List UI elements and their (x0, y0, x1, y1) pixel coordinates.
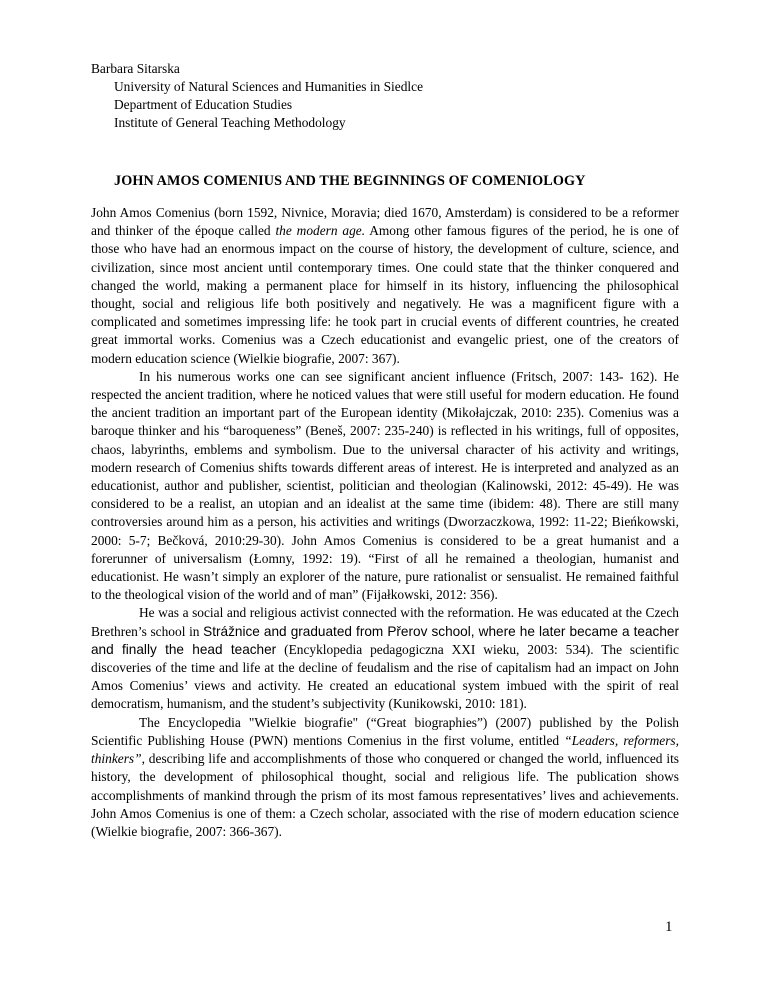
paragraph-3-text-b: (Encyklopedia pedagogiczna XXI wieku, 2003: 534). The scientific discoveries of the time and life at the decline of feudalism and the rise of capitalism had an impact on John Amos Comenius’ views and activity. He created an educational system imbued with the spirit of real democratism, humanism, and the student’s subjectivity (Kunikowski, 2010: 181). (91, 641, 679, 712)
paragraph-1-text-b: Among other famous figures of the period, he is one of those who have had an enormous impact on the course of history, the development of culture, science, and civilization, since most ancient until contemporary times. One could state that the thinker conquered and changed the world, making a permanent place for himself in its history, influencing the philosophical thought, social and religious life both positively and negatively. He was a magnificent figure with a complicated and sometimes impressing life: he took part in crucial events of different countries, he created great immortal works. Comenius was a Czech educationist and evangelic priest, one of the creators of modern education science (Wielkie biografie, 2007: 367). (91, 223, 679, 366)
paragraph-1 (91, 204, 679, 368)
paragraph-4 (91, 714, 679, 841)
article-title: JOHN AMOS COMENIUS AND THE BEGINNINGS OF COMENIOLOGY (114, 173, 586, 189)
paragraph-3-sans-text: Strážnice and graduated from Přerov school, where he later became a teacher and finally the head teacher (91, 623, 679, 657)
paragraph-1-emphasis: the modern age. (275, 223, 366, 239)
paragraph-4-emphasis: “Leaders, reformers, thinkers” (91, 732, 679, 767)
paragraph-3 (91, 604, 679, 713)
affiliation-institute: Institute of General Teaching Methodology (114, 115, 346, 130)
author-block (91, 60, 691, 132)
paragraph-3-text-a: He was a social and religious activist connected with the reformation. He was educated at the Czech Brethren’s school in (91, 605, 679, 639)
author-name: Barbara Sitarska (91, 61, 180, 76)
page-number: 1 (665, 919, 673, 935)
paragraph-4-text-a: The Encyclopedia "Wielkie biografie" (“Great biographies”) (2007) published by the Polish Scientific Publishing House (PWN) mentions Comenius in the first volume, entitled (91, 714, 679, 748)
paragraph-2: In his numerous works one can see significant ancient influence (Fritsch, 2007: 143- 162). He respected the ancient tradition, where he noticed values that were still useful for modern education. He found the ancient tradition an important part of the European identity (Mikołajczak, 2010: 235). Comenius was a baroque thinker and his “baroqueness” (Beneš, 2007: 235-240) is reflected in his writings, full of opposites, chaos, labyrinths, emblems and symbolism. Due to the universal character of his activity and writings, modern research of Comenius shifts towards different areas of interest. He is interpreted and analyzed as an educationist, author and publisher, scientist, politician and theologian (Kalinowski, 2012: 45-49). He was considered to be a realist, an utopian and an idealist at the same time (ibidem: 48). There are still many controversies around him as a person, his activities and writings (Dworzaczkowa, 1992: 11-22; Bieńkowski, 2000: 5-7; Bečková, 2010:29-30). John Amos Comenius is considered to be a great humanist and a forerunner of universalism (Łomny, 1992: 19). “First of all he remained a theologian, humanist and educationist. He wasn’t simply an explorer of the nature, pure rationalist or sensualist. He remained faithful to the theological vision of the world and of man” (Fijałkowski, 2012: 356). (91, 368, 679, 603)
affiliation-department: Department of Education Studies (114, 97, 293, 112)
paragraph-1-text-a: John Amos Comenius (born 1592, Nivnice, Moravia; died 1670, Amsterdam) is considered to be a reformer and thinker of the époque called (91, 205, 679, 239)
article-body (91, 204, 679, 841)
affiliation-university: University of Natural Sciences and Humanities in Siedlce (114, 79, 424, 94)
paragraph-4-text-b: , describing life and accomplishments of those who conquered or changed the world, influenced its history, the development of philosophical thought, social and religious life. The publication shows accomplishments of mankind through the prism of its most famous representatives’ lives and achievements. John Amos Comenius is one of them: a Czech scholar, associated with the rise of modern education science (Wielkie biografie, 2007: 366-367). (91, 751, 679, 839)
